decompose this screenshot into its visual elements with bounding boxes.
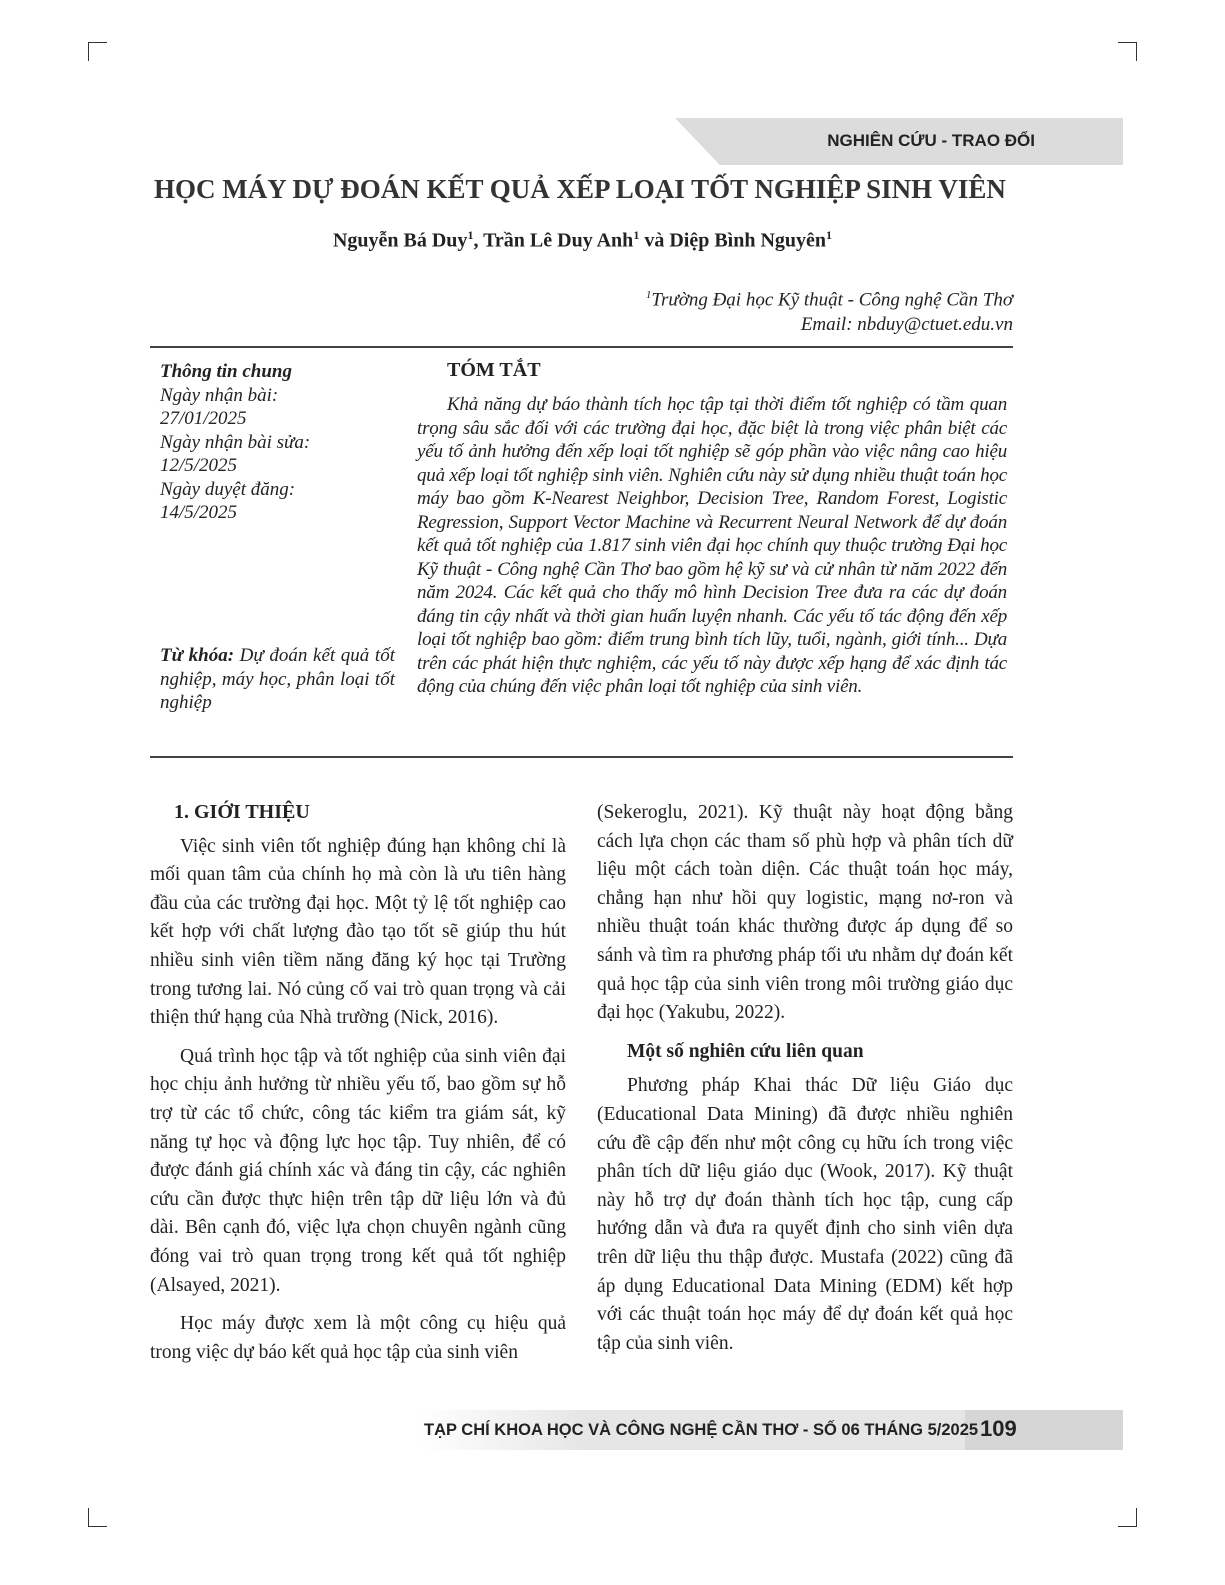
affil-sup: 1: [645, 289, 652, 301]
crop-mark-bottom-right: [1118, 1508, 1137, 1527]
paragraph: (Sekeroglu, 2021). Kỹ thuật này hoạt động bằng cách lựa chọn các tham số phù hợp và phân tích dữ liệu một cách toàn diện. Các thuật toán học máy, chẳng hạn như hồi quy logistic, mạng nơ-ron và nhiều thuật toán khác thường được áp dụng để so sánh và tìm ra phương pháp tối ưu nhằm dự đoán kết quả học tập của sinh viên trong môi trường giáo dục đại học (Yakubu, 2022).: [597, 802, 1013, 1024]
affiliation: [646, 283, 1013, 337]
affil-name: Trường Đại học Kỹ thuật - Công nghệ Cần Thơ: [651, 289, 1013, 311]
keywords-label: Từ khóa:: [160, 645, 235, 666]
author-sep: và: [639, 229, 670, 252]
subsection-heading: Một số nghiên cứu liên quan: [627, 1040, 864, 1062]
crop-mark-top-right: [1118, 42, 1137, 61]
paragraph: Quá trình học tập và tốt nghiệp của sinh viên đại học chịu ảnh hưởng từ nhiều yếu tố, bao gồm sự hỗ trợ từ các tổ chức, công tác kiểm tra giám sát, kỹ năng tự học và động lực học tập. Tuy nhiên, để có được đánh giá chính xác và đáng tin cậy, các nghiên cứu cần được thực hiện trên tập dữ liệu lớn và đủ dài. Bên cạnh đó, việc lựa chọn chuyên ngành cũng đóng vai trò quan trọng trong kết quả tốt nghiệp (Alsayed, 2021).: [150, 1045, 566, 1296]
affil-email: Email: nbduy@ctuet.edu.vn: [800, 314, 1013, 336]
authors: [0, 228, 1165, 253]
abstract-heading: TÓM TẮT: [447, 359, 541, 381]
paper-title: HỌC MÁY DỰ ĐOÁN KẾT QUẢ XẾP LOẠI TỐT NGHIỆP SINH VIÊN: [154, 174, 1006, 204]
info-heading: Thông tin chung: [160, 361, 292, 382]
revised-date: 12/5/2025: [160, 455, 238, 476]
accepted-label: Ngày duyệt đăng:: [160, 478, 296, 500]
abstract-text: Khả năng dự báo thành tích học tập tại thời điểm tốt nghiệp có tầm quan trọng sâu sắc đối với các trường đại học, đặc biệt là trong việc phân biệt các yếu tố ảnh hưởng đến xếp loại tốt nghiệp sẽ góp phần vào việc nâng cao hiệu quả xếp loại tốt nghiệp sinh viên. Nghiên cứu này sử dụng nhiều thuật toán học máy bao gồm K-Nearest Neighbor, Decision Tree, Random Forest, Logistic Regression, Support Vector Machine và Recurrent Neural Network để dự đoán kết quả tốt nghiệp của 1.817 sinh viên đại học chính quy thuộc trường Đại học Kỹ thuật - Công nghệ Cần Thơ bao gồm hệ kỹ sư và cử nhân từ năm 2022 đến năm 2024. Các kết quả cho thấy mô hình Decision Tree đưa ra các dự đoán đáng tin cậy nhất và thời gian huấn luyện nhanh. Các yếu tố tác động đến xếp loại tốt nghiệp bao gồm: điểm trung bình tích lũy, tuổi, ngành, giới tính... Dựa trên các phát hiện thực nghiệm, các yếu tố này được xếp hạng để xác định tác động của chúng đến việc phân loại tốt nghiệp của sinh viên.: [417, 394, 1007, 697]
section-label: NGHIÊN CỨU - TRAO ĐỔI: [827, 131, 1035, 150]
section-heading: 1. GIỚI THIỆU: [174, 801, 310, 823]
journal-name: TẠP CHÍ KHOA HỌC VÀ CÔNG NGHỆ CẦN THƠ - SỐ 06 THÁNG 5/2025: [424, 1421, 979, 1439]
author-name: Nguyễn Bá Duy: [332, 229, 468, 252]
received-label: Ngày nhận bài:: [160, 384, 279, 406]
keywords: [160, 644, 395, 715]
received-date: 27/01/2025: [160, 408, 247, 429]
author-affil-sup: 1: [467, 228, 474, 242]
crop-mark-top-left: [88, 42, 107, 61]
crop-mark-bottom-left: [88, 1508, 107, 1527]
page-number: 109: [980, 1416, 1017, 1441]
left-column: [150, 798, 566, 1377]
author-name: Trần Lê Duy Anh: [483, 229, 634, 252]
revised-label: Ngày nhận bài sửa:: [160, 431, 311, 453]
divider-top: [150, 346, 1013, 348]
paragraph: Việc sinh viên tốt nghiệp đúng hạn không chỉ là mối quan tâm của chính họ mà còn là ưu tiên hàng đầu của các trường đại học. Một tỷ lệ tốt nghiệp cao kết hợp với chất lượng đào tạo tốt sẽ giúp thu hút nhiều sinh viên tiềm năng đăng ký học tại Trường trong tương lai. Nó củng cố vai trò quan trọng và cải thiện thứ hạng của Nhà trường (Nick, 2016).: [150, 835, 566, 1029]
article-info: [160, 360, 395, 525]
paragraph: Phương pháp Khai thác Dữ liệu Giáo dục (Educational Data Mining) đã được nhiều nghiên cứu đề cập đến như một công cụ hữu ích trong việc phân tích dữ liệu giáo dục (Wook, 2017). Kỹ thuật này hỗ trợ dự đoán thành tích học tập, cung cấp hướng dẫn và đưa ra quyết định cho sinh viên dựa trên dữ liệu thu thập được. Mustafa (2022) cũng đã áp dụng Educational Data Mining (EDM) kết hợp với các thuật toán học máy để dự đoán kết quả học tập của sinh viên.: [597, 1075, 1013, 1354]
divider-bottom: [150, 756, 1013, 758]
keywords-text: Dự đoán kết quả tốt nghiệp, máy học, phân loại tốt nghiệp: [160, 645, 395, 713]
paragraph: Học máy được xem là một công cụ hiệu quả trong việc dự báo kết quả học tập của sinh viên: [150, 1313, 566, 1363]
author-affil-sup: 1: [633, 228, 640, 242]
author-affil-sup: 1: [826, 228, 833, 242]
author-sep: ,: [473, 229, 484, 252]
author-name: Diệp Bình Nguyên: [669, 229, 827, 252]
right-column: [597, 799, 1013, 1368]
accepted-date: 14/5/2025: [160, 502, 238, 523]
